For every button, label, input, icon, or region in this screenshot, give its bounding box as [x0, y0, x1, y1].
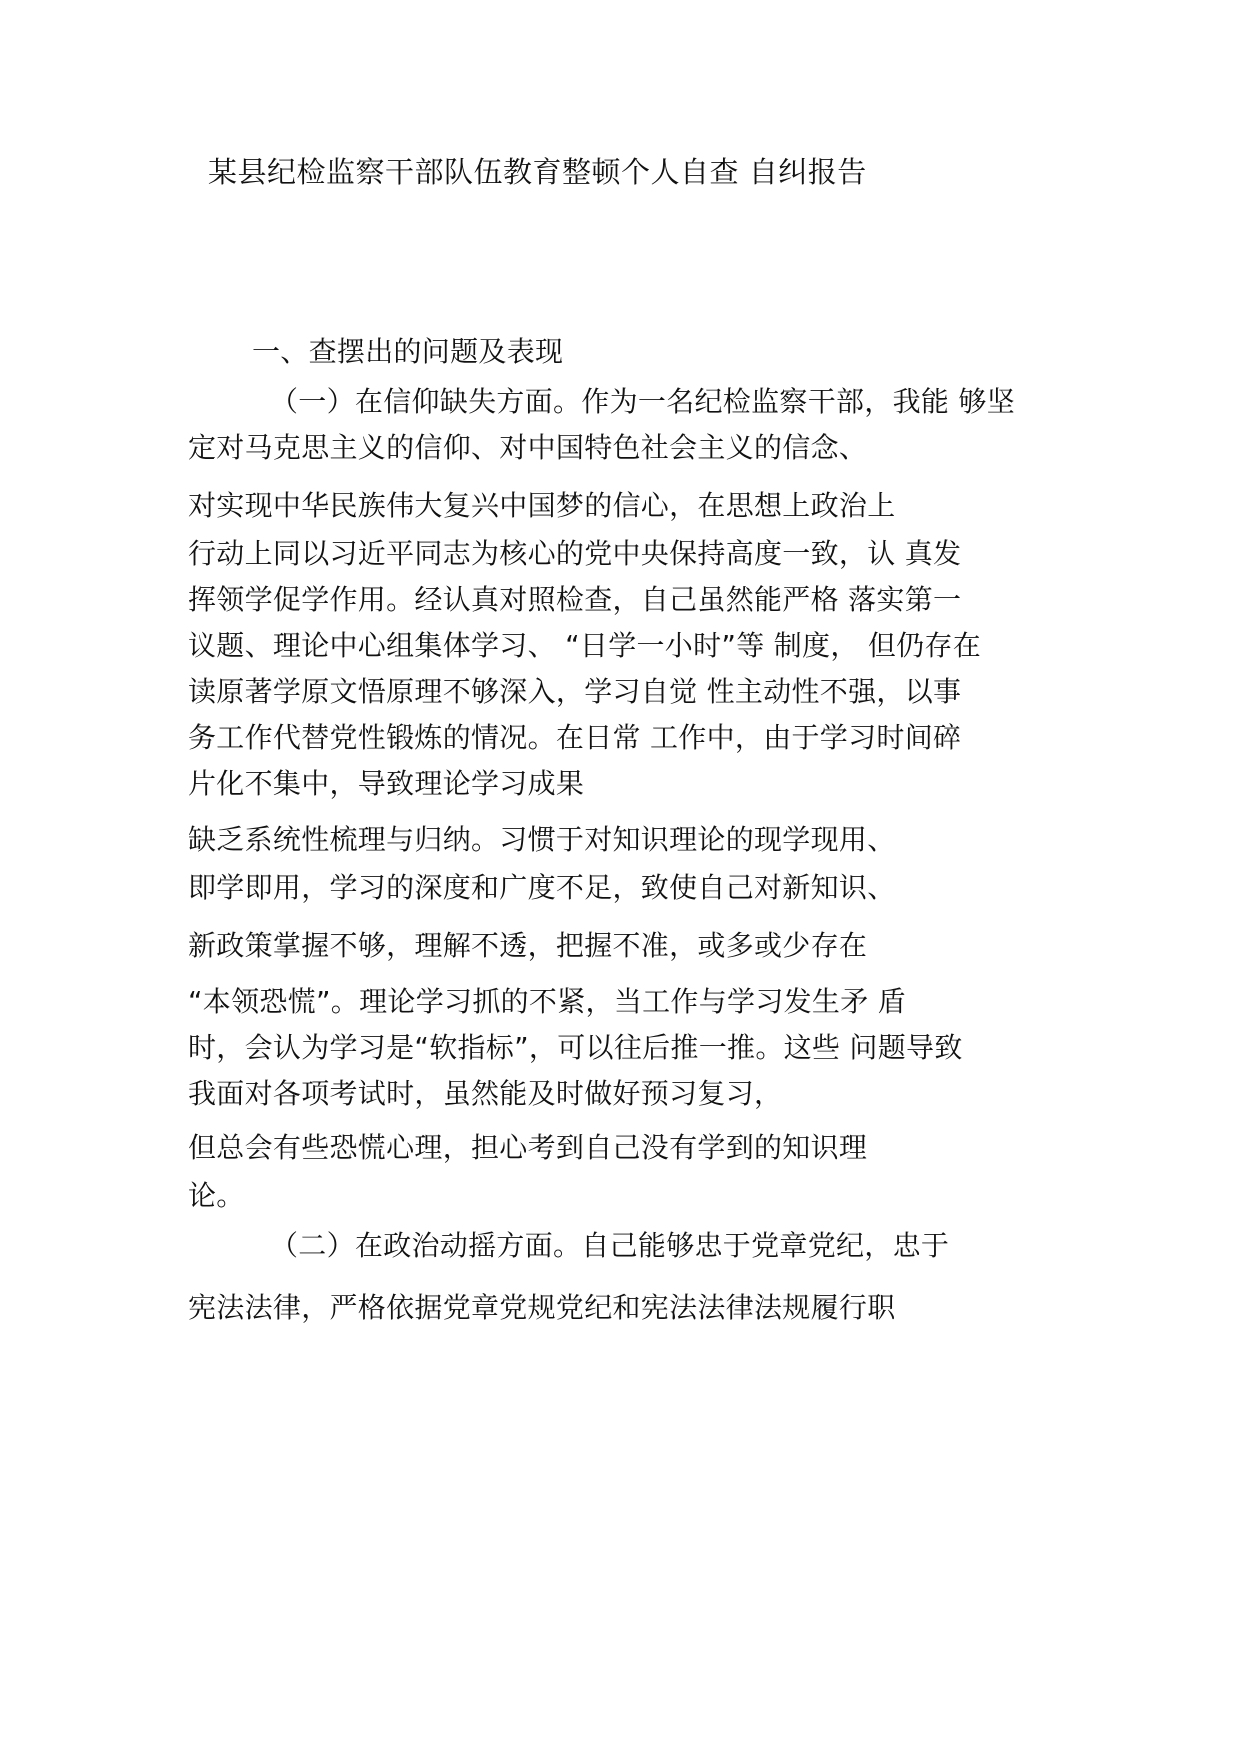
body-line: （二）在政治动摇方面。自己能够忠于党章党纪，忠于	[270, 1229, 950, 1262]
body-line: 对实现中华民族伟大复兴中国梦的信心，在思想上政治上	[188, 489, 896, 522]
body-line: 务工作代替党性锻炼的情况。在日常 工作中，由于学习时间碎	[188, 721, 962, 754]
body-line: （一）在信仰缺失方面。作为一名纪检监察干部，我能 够坚	[270, 385, 1016, 418]
body-line: 宪法法律，严格依据党章党规党纪和宪法法律法规履行职	[188, 1291, 896, 1324]
body-line: 定对马克思主义的信仰、对中国特色社会主义的信念、	[188, 431, 868, 464]
body-line: 时，会认为学习是“软指标”，可以往后推一推。这些 问题导致	[188, 1031, 963, 1064]
body-line: 论。	[188, 1179, 245, 1212]
body-line: 议题、理论中心组集体学习、 “日学一小时”等 制度， 但仍存在	[188, 629, 982, 662]
body-line: 我面对各项考试时，虽然能及时做好预习复习，	[188, 1077, 783, 1110]
body-line: 挥领学促学作用。经认真对照检查，自己虽然能严格 落实第一	[188, 583, 962, 616]
body-line: 缺乏系统性梳理与归纳。习惯于对知识理论的现学现用、	[188, 823, 896, 856]
body-line: “本领恐慌”。理论学习抓的不紧，当工作与学习发生矛 盾	[188, 985, 907, 1018]
document-title: 某县纪检监察干部队伍教育整顿个人自查 自纠报告	[208, 155, 867, 189]
body-line: 片化不集中，导致理论学习成果	[188, 767, 585, 800]
body-line: 但总会有些恐慌心理，担心考到自己没有学到的知识理	[188, 1131, 868, 1164]
body-line: 新政策掌握不够，理解不透，把握不准，或多或少存在	[188, 929, 868, 962]
body-line: 即学即用，学习的深度和广度不足，致使自己对新知识、	[188, 871, 896, 904]
body-line: 行动上同以习近平同志为核心的党中央保持高度一致，认 真发	[188, 537, 962, 570]
body-line: 读原著学原文悟原理不够深入，学习自觉 性主动性不强，以事	[188, 675, 962, 708]
section-heading: 一、查摆出的问题及表现	[252, 335, 564, 368]
